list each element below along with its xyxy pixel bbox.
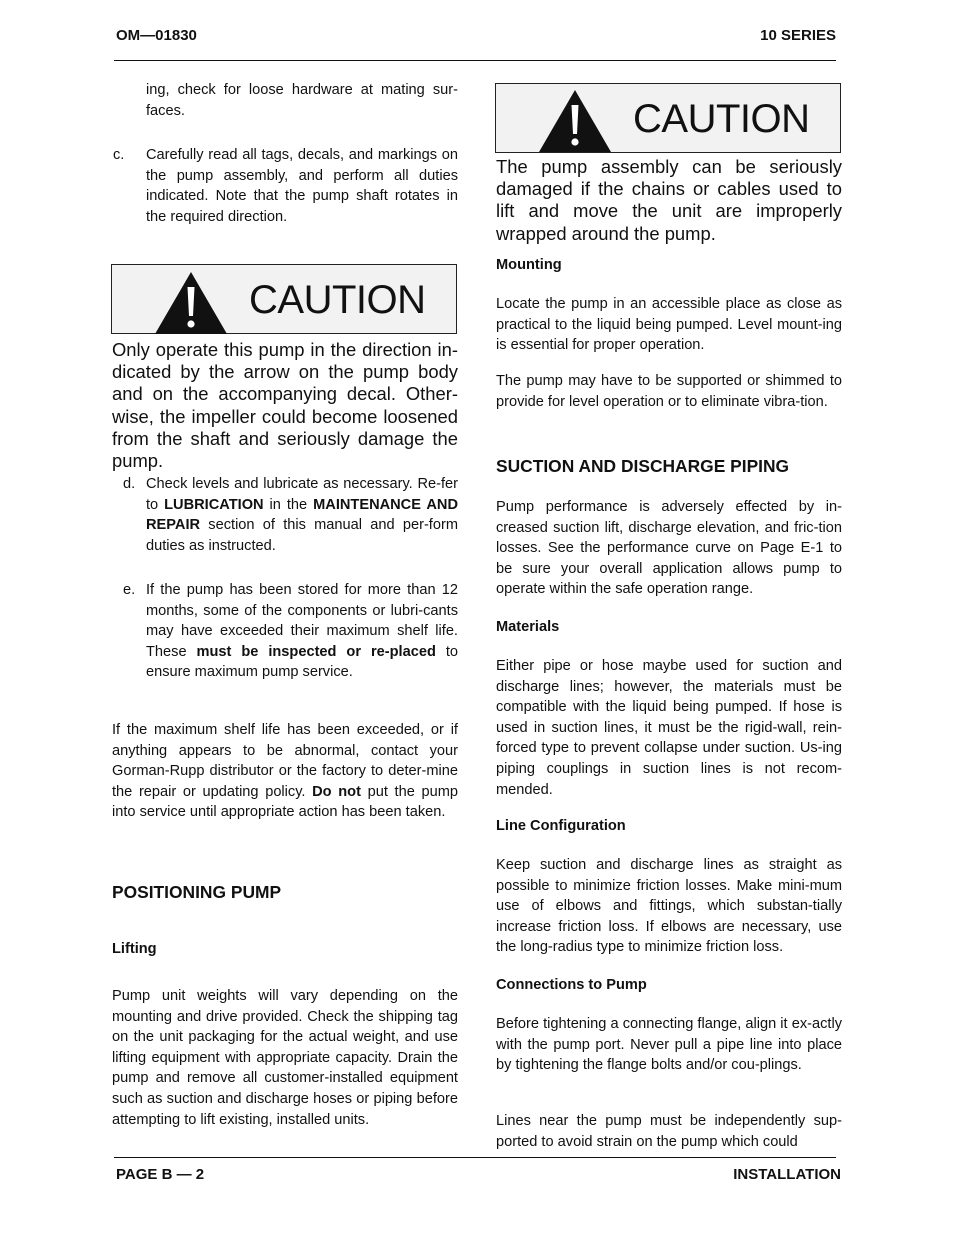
document-number: OM—01830 [116, 27, 197, 44]
warning-triangle-icon [538, 89, 612, 153]
header-rule [114, 60, 836, 61]
list-text: Check levels and lubricate as necessary. Re-fer to LUBRICATION in the MAINTENANCE AND REPAIR section of this manual and per-form duties as instructed. [146, 476, 458, 554]
section-heading-positioning: POSITIONING PUMP [112, 882, 282, 902]
list-text: If the pump has been stored for more than 12 months, some of the components or lubri-cants may have exceeded their maximum shelf life. These must be inspected or re-placed to ensure maximum pump service. [146, 582, 458, 681]
list-label: c. [113, 147, 125, 163]
section-heading-suction: SUCTION AND DISCHARGE PIPING [496, 456, 790, 476]
line-configuration-paragraph: Keep suction and discharge lines as straight as possible to minimize friction losses. Make mini-mum use of elbows and fittings, which substan-tially increase friction loss. If elbows are necessary, use the long-radius type to minimize friction loss. [496, 857, 842, 956]
subheading-line-configuration: Line Configuration [496, 818, 626, 834]
list-label: e. [123, 582, 136, 598]
caution-title: CAUTION [633, 97, 810, 141]
subheading-connections: Connections to Pump [496, 977, 647, 993]
series-label: 10 SERIES [760, 27, 836, 44]
shelf-life-paragraph: If the maximum shelf life has been exceeded, or if anything appears to be abnormal, contact your Gorman-Rupp distributor or the factory to deter-mine the repair or updating policy. Do not put the pump into service until appropriate action has been taken. [112, 722, 459, 821]
list-label: d. [123, 476, 136, 492]
caution-box [111, 264, 457, 334]
footer-rule [114, 1157, 836, 1158]
suction-paragraph: Pump performance is adversely effected by in-creased suction lift, discharge elevation, and fric-tion losses. See the performance curve on Page E-1 to be sure your overall application allows pump to operate within the safe operation range. [496, 499, 842, 598]
list-item-e [123, 580, 458, 685]
lifting-paragraph: Pump unit weights will vary depending on the mounting and drive provided. Check the shipping tag on the unit packaging for the actual weight, and use lifting equipment with appropriate capacity. Drain the pump and remove all customer-installed equipment such as suction and discharge hoses or piping before attempting to lift existing, installed units. [112, 988, 458, 1128]
warning-triangle-icon [154, 271, 228, 335]
page-number: PAGE B — 2 [116, 1166, 205, 1183]
caution-text: Only operate this pump in the direction in-dicated by the arrow on the pump body and on the accompanying decal. Other-wise, the impeller could become loosened from the shaft and seriously damage the pump. [112, 339, 458, 472]
materials-paragraph: Either pipe or hose maybe used for suction and discharge lines; however, the materials must be compatible with the liquid being pumped. If hose is used in suction lines, it must be the rigid-wall, rein-forced type to prevent collapse under suction. Us-ing piping couplings in suction lines is not recom-mended. [496, 658, 842, 798]
caution-box [495, 83, 841, 153]
list-item-c [113, 145, 458, 229]
lines-paragraph: Lines near the pump must be independently sup-ported to avoid strain on the pump which could [496, 1113, 842, 1150]
connections-paragraph: Before tightening a connecting flange, align it ex-actly with the pump port. Never pull a pipe line into place by tightening the flange bolts and/or cou-plings. [496, 1016, 842, 1074]
mounting-paragraph-2: The pump may have to be supported or shimmed to provide for level operation or to eliminate vibra-tion. [496, 373, 842, 410]
subheading-materials: Materials [496, 619, 560, 635]
list-text: Carefully read all tags, decals, and markings on the pump assembly, and perform all duties indicated. Note that the pump shaft rotates in the required direction. [146, 147, 458, 225]
continued-text: ing, check for loose hardware at mating sur-faces. [146, 82, 458, 119]
section-name: INSTALLATION [733, 1166, 841, 1183]
caution-text: The pump assembly can be seriously damaged if the chains or cables used to lift and move the unit are improperly wrapped around the pump. [496, 156, 842, 244]
subheading-mounting: Mounting [496, 257, 562, 273]
caution-title: CAUTION [249, 278, 426, 322]
list-item-d [123, 474, 458, 558]
mounting-paragraph-1: Locate the pump in an accessible place as close as practical to the liquid being pumped. Level mount-ing is essential for proper operation. [496, 296, 842, 354]
subheading-lifting: Lifting [112, 941, 157, 957]
